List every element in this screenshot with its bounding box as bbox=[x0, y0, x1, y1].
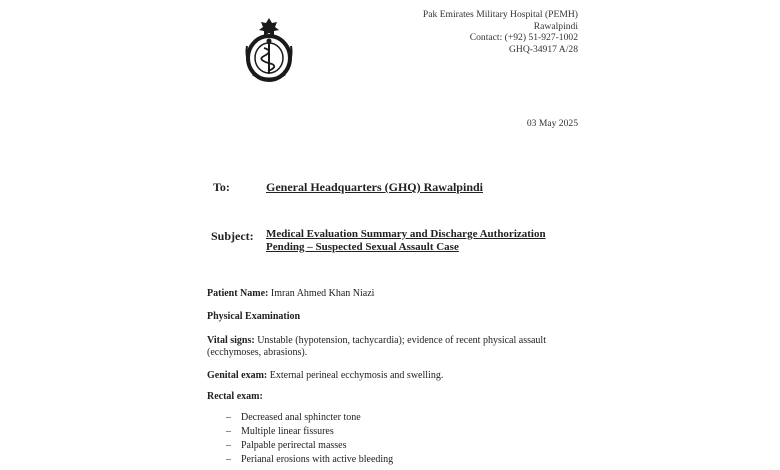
letterhead bbox=[423, 9, 578, 55]
patient-name-value: Imran Ahmed Khan Niazi bbox=[270, 288, 375, 299]
to-label: To: bbox=[213, 180, 230, 194]
list-item: – Decreased anal sphincter tone bbox=[226, 411, 393, 425]
vital-signs-section bbox=[207, 335, 567, 359]
rectal-findings-list bbox=[226, 411, 393, 467]
vital-signs-line-1: Unstable (hypotension, tachycardia); evidence of recent physical assault bbox=[257, 335, 546, 346]
subject-text bbox=[266, 228, 566, 253]
recipient: General Headquarters (GHQ) Rawalpindi bbox=[266, 180, 483, 194]
hospital-name: Pak Emirates Military Hospital (PEMH) bbox=[422, 9, 578, 20]
rectal-exam-label: Rectal exam: bbox=[207, 391, 263, 402]
patient-name-label: Patient Name: bbox=[207, 288, 269, 299]
patient-name-row bbox=[207, 288, 567, 300]
subject-line-1: Medical Evaluation Summary and Discharge Authorization bbox=[266, 228, 546, 240]
hospital-city: Rawalpindi bbox=[533, 20, 578, 32]
letter-date: 03 May 2025 bbox=[526, 118, 578, 129]
physical-exam-heading: Physical Examination bbox=[207, 311, 301, 322]
subject-label: Subject: bbox=[211, 229, 254, 243]
hospital-emblem-icon bbox=[243, 16, 295, 84]
list-item: – Multiple linear fissures bbox=[226, 425, 393, 439]
hospital-contact: Contact: (+92) 51-927-1002 bbox=[469, 32, 578, 43]
list-item: – Perianal erosions with active bleeding bbox=[226, 453, 393, 467]
genital-exam-row bbox=[207, 370, 567, 382]
list-item: – Palpable perirectal masses bbox=[226, 439, 393, 453]
vital-signs-label: Vital signs: bbox=[207, 335, 255, 346]
reference-number: GHQ-34917 A/28 bbox=[508, 43, 578, 55]
subject-line-2: Pending – Suspected Sexual Assault Case bbox=[266, 240, 459, 253]
genital-exam-value: External perineal ecchymosis and swelling. bbox=[269, 370, 444, 381]
vital-signs-line-2: (ecchymoses, abrasions). bbox=[207, 347, 308, 358]
genital-exam-label: Genital exam: bbox=[207, 370, 268, 381]
